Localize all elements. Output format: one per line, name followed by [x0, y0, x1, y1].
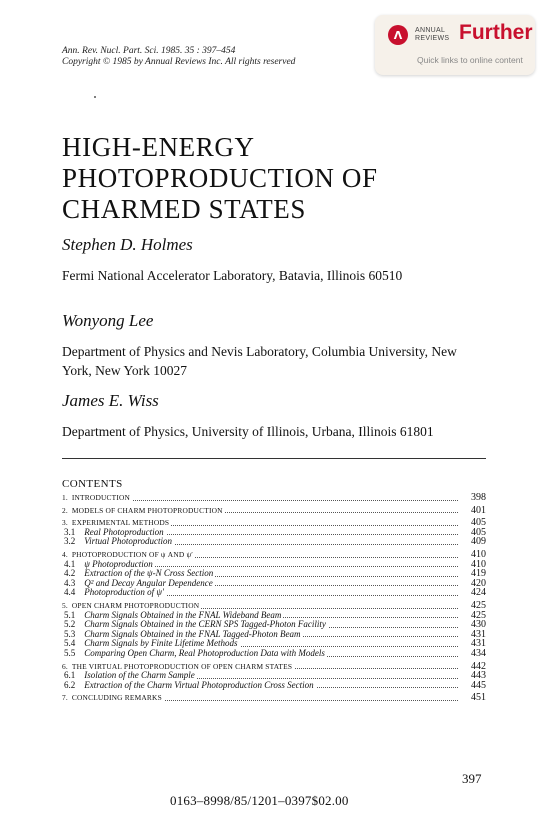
- title-line: CHARMED STATES: [62, 194, 307, 224]
- toc-entry-title: THE VIRTUAL PHOTOPRODUCTION OF OPEN CHARM STATES: [71, 661, 293, 671]
- toc-entry-title: Isolation of the Charm Sample: [84, 670, 195, 681]
- title-line: PHOTOPRODUCTION OF: [62, 163, 378, 193]
- toc-entry-number: 5.5: [64, 647, 76, 658]
- toc-entry-number: 6.2: [64, 679, 76, 690]
- toc-entry-number: 3.1: [64, 526, 76, 537]
- page-number: 397: [462, 771, 482, 786]
- toc-entry-page: 401: [471, 504, 486, 516]
- toc-entry-number: 4.3: [64, 577, 76, 588]
- toc-entry-title: ψ Photoproduction: [84, 558, 153, 569]
- toc-entry-page: 424: [471, 587, 486, 599]
- toc-entry-title: EXPERIMENTAL METHODS: [71, 518, 170, 528]
- author-name: Wonyong Lee: [62, 311, 154, 330]
- copyright-line: Copyright © 1985 by Annual Reviews Inc. All rights reserved: [62, 57, 296, 67]
- toc-entry-title: Comparing Open Charm, Real Photoproduction Data with Models: [84, 647, 325, 658]
- toc-entry-title: Charm Signals Obtained in the CERN SPS Tagged-Photon Facility: [84, 619, 326, 630]
- toc-entry-page: 430: [471, 619, 486, 631]
- toc-entry-title: Charm Signals by Finite Lifetime Methods: [84, 638, 238, 649]
- author-name: Stephen D. Holmes: [62, 235, 193, 254]
- author-affiliation: Department of Physics and Nevis Laboratory, Columbia University, New: [62, 344, 457, 359]
- further-wordmark: Further: [459, 21, 533, 44]
- toc-entry-page: 420: [471, 577, 486, 589]
- article-code: 0163–8998/85/1201–0397$02.00: [170, 793, 349, 808]
- author-affiliation: Fermi National Accelerator Laboratory, Batavia, Illinois 60510: [62, 268, 403, 283]
- further-links-badge[interactable]: [375, 15, 535, 75]
- toc-entry-page: 434: [471, 647, 486, 659]
- toc-entry-number: 5.2: [64, 619, 76, 630]
- annual-reviews-label: ANNUAL REVIEWS: [415, 27, 450, 42]
- toc-entry-number: 2.: [62, 505, 68, 515]
- toc-entry-number: 6.1: [64, 670, 76, 681]
- toc-entry-page: 410: [471, 558, 486, 570]
- toc-entry-number: 5.3: [64, 628, 76, 639]
- toc-entry-page: 405: [471, 526, 486, 538]
- toc-entry-number: 4.: [62, 549, 68, 559]
- toc-entry-title: Photoproduction of ψ′: [84, 587, 164, 598]
- toc-entry-page: 425: [471, 609, 486, 621]
- toc-entry-label: [62, 537, 174, 547]
- toc-entry-title: MODELS OF CHARM PHOTOPRODUCTION: [71, 505, 223, 515]
- table-of-contents: [62, 493, 486, 703]
- toc-entry-page: 445: [471, 679, 486, 691]
- toc-entry[interactable]: [62, 588, 486, 598]
- toc-entry-label: [62, 588, 166, 598]
- toc-entry-number: 3.: [62, 518, 68, 528]
- toc-entry-number: 1.: [62, 493, 68, 502]
- toc-entry-number: 4.2: [64, 568, 76, 579]
- toc-entry[interactable]: [62, 649, 486, 659]
- toc-entry-label: [62, 506, 225, 516]
- journal-line: Ann. Rev. Nucl. Part. Sci. 1985. 35 : 397–454: [62, 46, 236, 56]
- toc-entry-page: 431: [471, 638, 486, 650]
- toc-entry-title: Virtual Photoproduction: [84, 536, 172, 547]
- toc-entry-title: Extraction of the ψ-N Cross Section: [84, 568, 214, 579]
- toc-entry-number: 7.: [62, 693, 68, 703]
- toc-entry-number: 5.1: [64, 609, 76, 620]
- toc-entry-title: Extraction of the Charm Virtual Photoproduction Cross Section: [84, 679, 314, 690]
- toc-entry-number: 3.2: [64, 536, 76, 547]
- toc-entry[interactable]: [62, 493, 486, 503]
- toc-entry-label: [62, 693, 164, 703]
- toc-entry-page: 419: [471, 568, 486, 580]
- section-divider: [62, 458, 486, 459]
- toc-entry-title: INTRODUCTION: [71, 493, 131, 502]
- further-subtitle: Quick links to online content: [417, 55, 523, 65]
- toc-entry-number: 4.4: [64, 587, 76, 598]
- toc-entry-number: 4.1: [64, 558, 76, 569]
- toc-entry-title: Charm Signals Obtained in the FNAL Wideband Beam: [84, 609, 282, 620]
- toc-entry[interactable]: [62, 681, 486, 691]
- stray-mark: [94, 96, 96, 98]
- toc-entry-page: 410: [471, 548, 486, 560]
- toc-entry-title: Charm Signals Obtained in the FNAL Tagged-Photon Beam: [84, 628, 301, 639]
- toc-entry-page: 451: [471, 692, 486, 704]
- author-name: James E. Wiss: [62, 391, 159, 410]
- toc-entry-title: OPEN CHARM PHOTOPRODUCTION: [71, 600, 200, 610]
- contents-heading: CONTENTS: [62, 478, 123, 490]
- toc-entry-page: 425: [471, 599, 486, 611]
- toc-entry[interactable]: [62, 537, 486, 547]
- toc-entry-number: 5.4: [64, 638, 76, 649]
- toc-entry-label: [62, 493, 132, 503]
- toc-entry-title: Real Photoproduction: [84, 526, 164, 537]
- toc-entry-page: 442: [471, 660, 486, 672]
- toc-entry-page: 398: [471, 492, 486, 503]
- toc-entry-number: 6.: [62, 661, 68, 671]
- toc-entry-label: [62, 649, 327, 659]
- toc-entry-page: 405: [471, 517, 486, 529]
- annual-reviews-logo-icon: Λ: [388, 25, 408, 45]
- toc-entry-page: 431: [471, 628, 486, 640]
- toc-entry-number: 5.: [62, 600, 68, 610]
- author-affiliation: York, New York 10027: [62, 363, 188, 378]
- toc-entry-page: 443: [471, 670, 486, 682]
- toc-entry-title: Q² and Decay Angular Dependence: [84, 577, 213, 588]
- toc-entry-page: 409: [471, 536, 486, 548]
- title-line: HIGH-ENERGY: [62, 132, 255, 162]
- article-title: [62, 132, 378, 225]
- author-affiliation: Department of Physics, University of Illinois, Urbana, Illinois 61801: [62, 424, 434, 439]
- toc-entry-title: PHOTOPRODUCTION OF ψ AND ψ′: [71, 549, 194, 559]
- toc-entry[interactable]: [62, 506, 486, 516]
- toc-entry-label: [62, 681, 316, 691]
- toc-dot-leader: [82, 500, 458, 501]
- toc-entry[interactable]: [62, 693, 486, 703]
- toc-entry-title: CONCLUDING REMARKS: [71, 693, 162, 703]
- journal-citation: [62, 46, 295, 68]
